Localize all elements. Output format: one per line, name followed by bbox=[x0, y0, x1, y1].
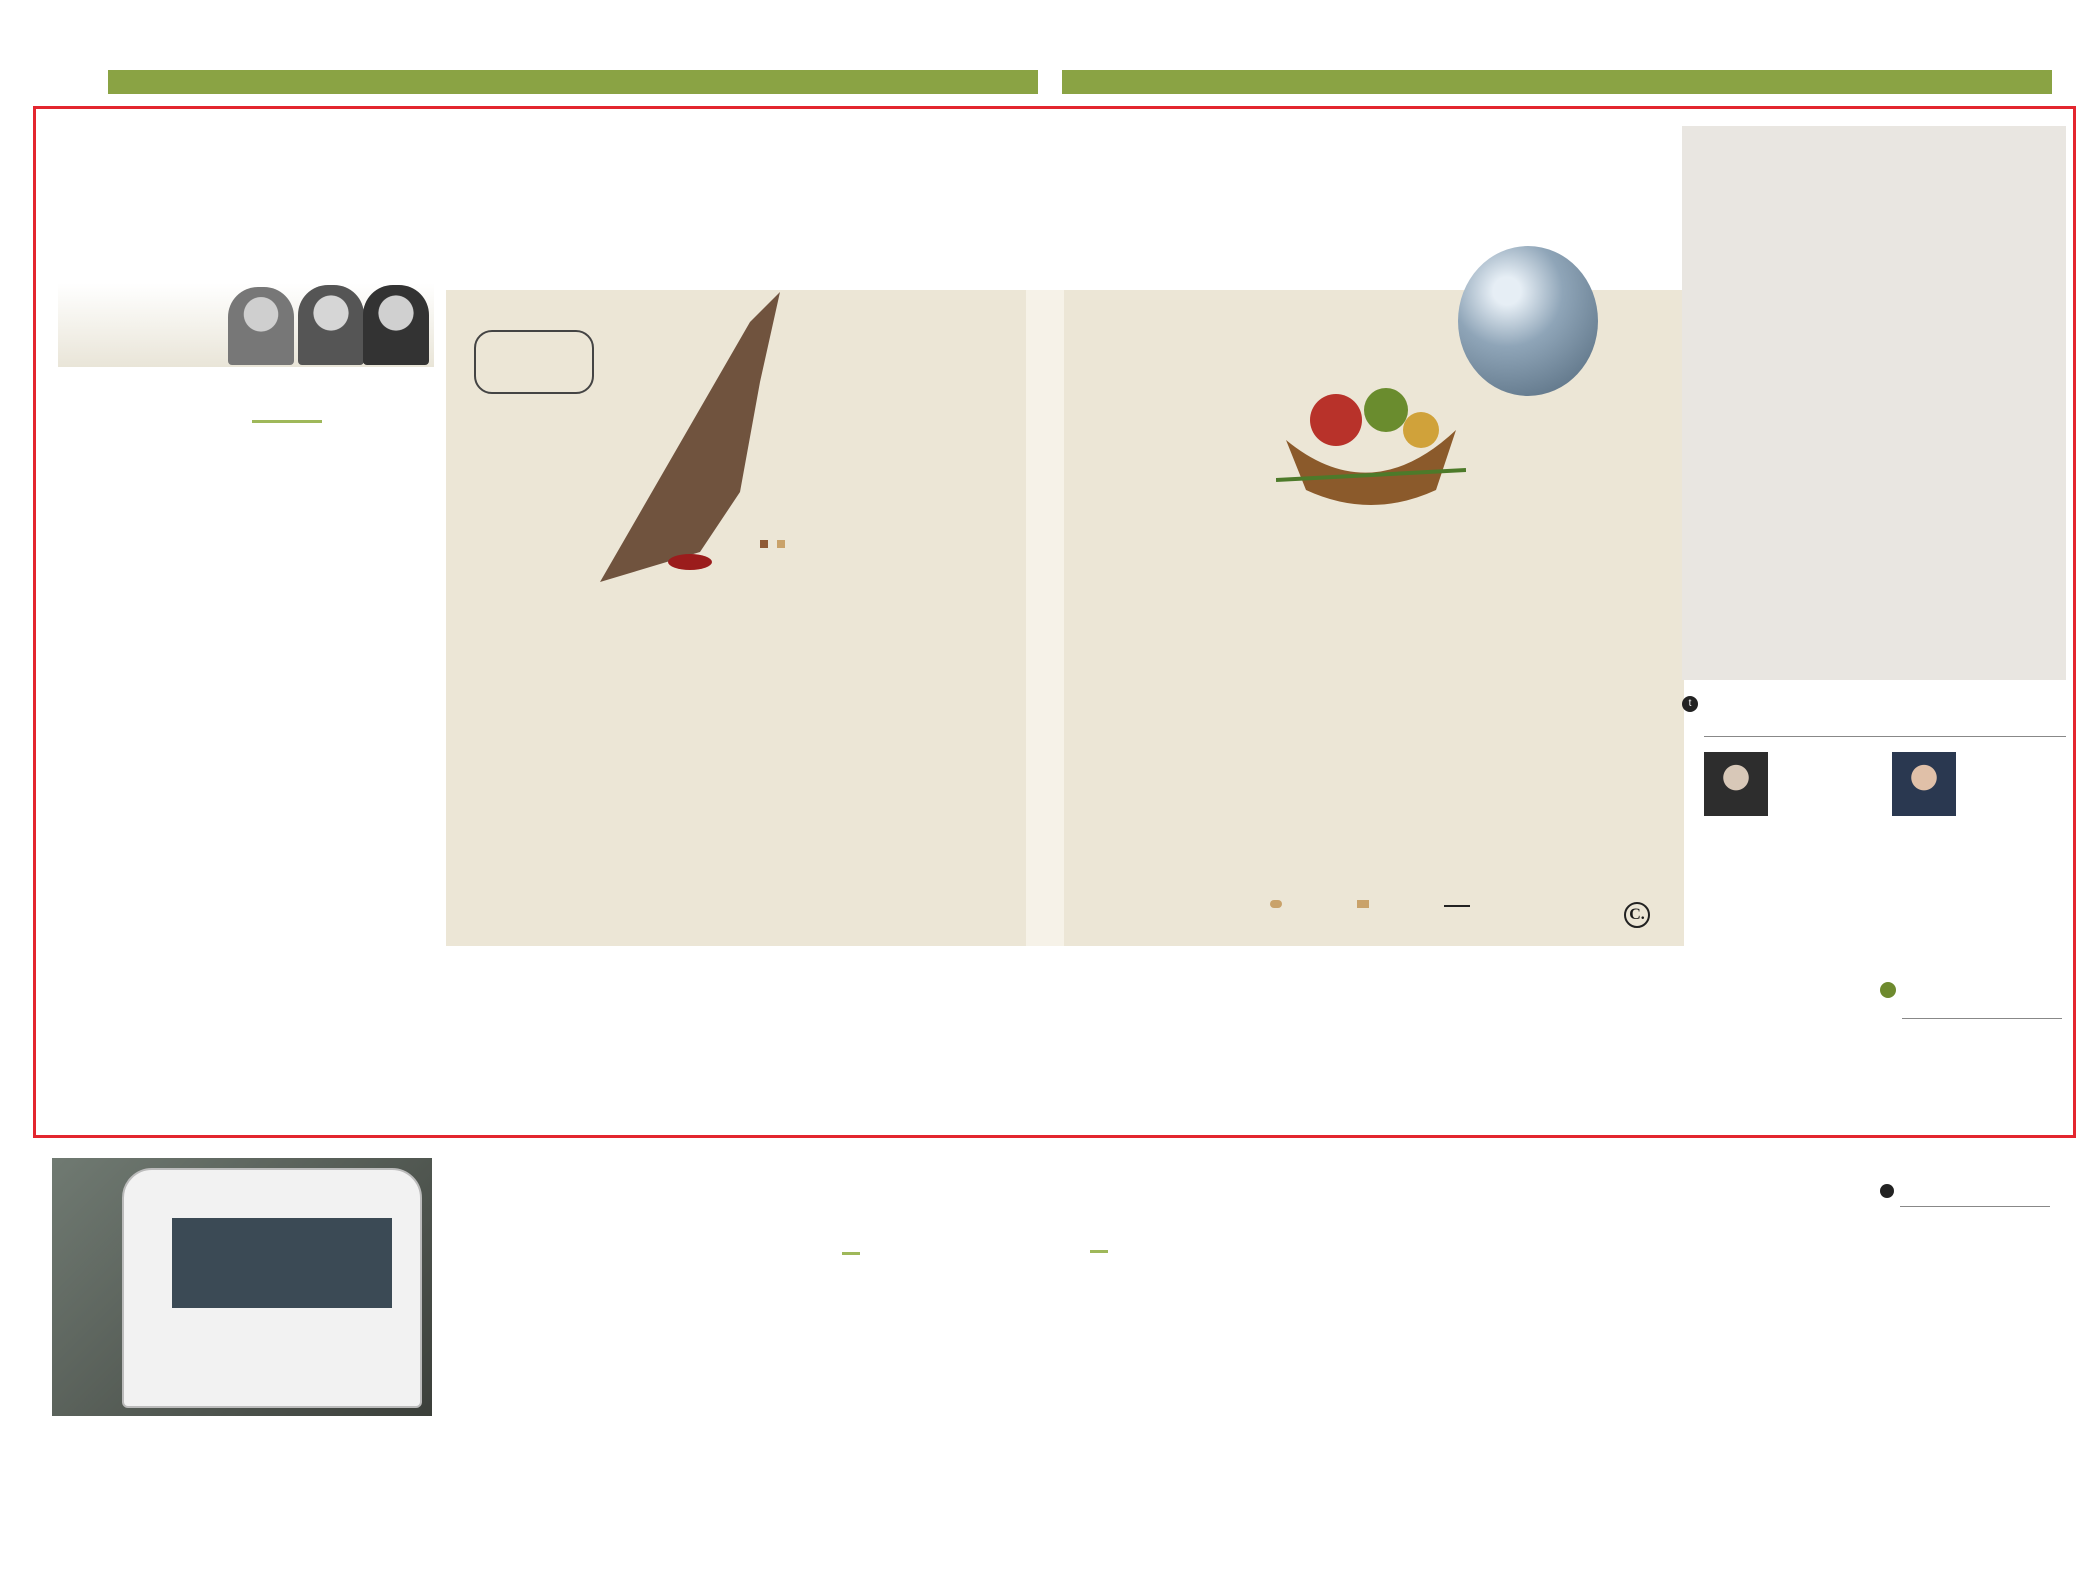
story2-quote-block bbox=[1684, 1200, 1874, 1208]
infographic-logo: C. bbox=[1624, 902, 1650, 928]
avatar-botero bbox=[1704, 752, 1768, 816]
claves-title bbox=[1900, 1206, 2050, 1207]
analysis-box bbox=[1682, 126, 2066, 680]
story1-col1 bbox=[58, 402, 240, 1112]
quote-rule bbox=[252, 420, 322, 423]
story1-col9 bbox=[1684, 984, 1870, 1114]
twitter-icon: t bbox=[1682, 696, 1698, 712]
story2-col1 bbox=[446, 1276, 632, 1564]
twitter-rule bbox=[1704, 736, 2066, 737]
salary-chart bbox=[1200, 560, 1670, 900]
story2-col2 bbox=[644, 1254, 830, 1564]
story1-col5 bbox=[842, 984, 1028, 1114]
twitter-section bbox=[1682, 696, 2066, 978]
definitiva-text bbox=[1902, 1018, 2062, 1023]
story1-col7 bbox=[1288, 984, 1474, 1114]
header-bar-left bbox=[108, 70, 1038, 94]
story1-col8 bbox=[1486, 984, 1672, 1114]
basket-illustration bbox=[1276, 360, 1466, 510]
story1-col2 bbox=[252, 402, 434, 1112]
sal-legend bbox=[1270, 900, 1650, 910]
legend-swatch-sal bbox=[1270, 900, 1282, 908]
story2-col4 bbox=[1090, 1406, 1276, 1564]
definitiva-section bbox=[1880, 982, 2066, 1112]
story2-col5 bbox=[1288, 1254, 1474, 1564]
story2-col7 bbox=[1684, 1412, 1870, 1564]
portrait-2 bbox=[298, 285, 364, 365]
portrait-1 bbox=[228, 287, 294, 365]
story1-col6 bbox=[1090, 984, 1276, 1114]
claves-icon bbox=[1880, 1184, 1894, 1198]
avatar-macmaster bbox=[1892, 752, 1956, 816]
info-bg-center bbox=[1026, 290, 1064, 946]
bus-photo bbox=[52, 1158, 432, 1416]
story1-col3 bbox=[446, 984, 632, 1114]
analysis-text bbox=[1696, 246, 2056, 676]
bus-window bbox=[172, 1218, 392, 1308]
big-stat-2 bbox=[1090, 1250, 1290, 1255]
legend-swatch-var bbox=[1444, 905, 1470, 907]
story2-col3 bbox=[842, 1410, 1028, 1564]
claves-box bbox=[1880, 1184, 2066, 1564]
var-table bbox=[605, 850, 1025, 878]
byline-panel bbox=[58, 283, 434, 367]
portrait-3 bbox=[363, 285, 429, 365]
story1-col4 bbox=[644, 984, 830, 1114]
big-stat-1 bbox=[842, 1252, 1062, 1257]
stat2-rule bbox=[1090, 1250, 1108, 1253]
bars-chart bbox=[580, 490, 1020, 810]
story2-col6 bbox=[1486, 1186, 1672, 1564]
definitiva-icon bbox=[1880, 982, 1896, 998]
var-table-head bbox=[605, 850, 1025, 878]
header-bar-right bbox=[1062, 70, 2052, 94]
legend-swatch-inc bbox=[1357, 900, 1369, 908]
stat1-rule bbox=[842, 1252, 860, 1255]
balloon bbox=[1458, 246, 1598, 396]
dinamica-label bbox=[474, 330, 594, 394]
